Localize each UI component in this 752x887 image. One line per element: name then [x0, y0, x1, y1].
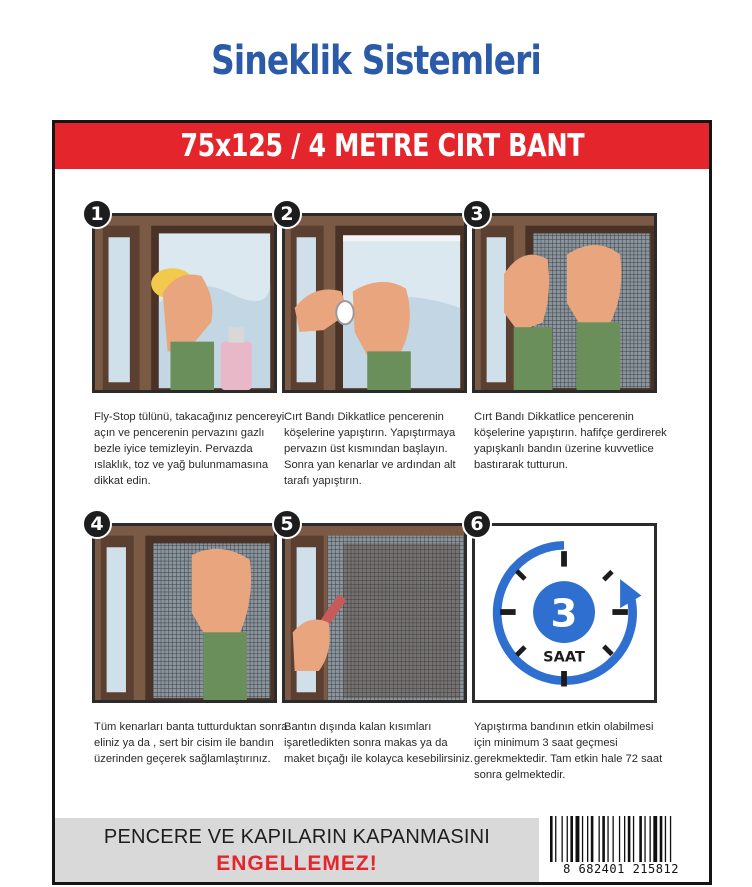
step-number-badge: 5 — [272, 509, 302, 539]
step-6-illustration — [472, 523, 657, 703]
clock-label: SAAT — [543, 649, 585, 666]
step-3-text: Cırt Bandı Dikkatlice pencerenin köşelerine yapıştırın. hafifçe gerdirerek yapışkanlı bandın üzerine kuvvetlice bastırarak tutturun. — [474, 411, 667, 471]
step-1-text: Fly-Stop tülünü, takacağınız pencereyi açın ve pencerenin pervazını gazlı bezle iyice temizleyin. Pervazda ıslaklık, toz ve yağ bulunmamasına dikkat edin. — [94, 411, 285, 487]
page-title: Sineklik Sistemleri — [211, 38, 541, 84]
step-2-illustration — [282, 213, 467, 393]
footer-line-1: PENCERE VE KAPILARIN KAPANMASINI — [103, 826, 491, 848]
step-number-badge: 4 — [82, 509, 112, 539]
step-5-text: Bantın dışında kalan kısımları işaretledikten sonra makas ya da maket bıçağı ile kolayca kesebilirsiniz. — [284, 721, 474, 765]
tape-applying-illustration — [285, 216, 464, 390]
step-4-illustration — [92, 523, 277, 703]
clock-icon — [475, 526, 654, 700]
mesh-pressing-illustration — [475, 216, 654, 390]
trimming-illustration — [285, 526, 464, 700]
window-cleaning-illustration — [95, 216, 274, 390]
product-banner — [55, 123, 709, 169]
clock-number: 3 — [550, 591, 578, 637]
step-number-badge: 6 — [462, 509, 492, 539]
step-number-badge: 2 — [272, 199, 302, 229]
barcode-icon — [546, 816, 696, 864]
mesh-smoothing-illustration — [95, 526, 274, 700]
banner-text: 75x125 / 4 METRE CIRT BANT — [180, 128, 584, 164]
footer-line-2: ENGELLEMEZ! — [216, 852, 378, 875]
step-5-illustration — [282, 523, 467, 703]
step-1-illustration — [92, 213, 277, 393]
step-6-text: Yapıştırma bandının etkin olabilmesi için minimum 3 saat geçmesi gerekmektedir. Tam etkin hale 72 saat sonra gelmektedir. — [474, 721, 663, 781]
step-number-badge: 3 — [462, 199, 492, 229]
step-2-text: Cırt Bandı Dikkatlice pencerenin köşelerine yapıştırın. Yapıştırmaya pervazın üst kısmından başlayın. Sonra yan kenarlar ve ardından alt tarafı yapıştırın. — [284, 411, 456, 487]
step-3-illustration — [472, 213, 657, 393]
barcode-digits: 8 682401 215812 — [546, 862, 696, 876]
step-number-badge: 1 — [82, 199, 112, 229]
step-4-text: Tüm kenarları banta tutturduktan sonra eliniz ya da , sert bir cisim ile bandın üzerinden geçerek sağlamlaştırınız. — [94, 721, 288, 765]
footer-banner — [55, 818, 539, 882]
instruction-card — [52, 120, 712, 885]
barcode — [546, 816, 696, 882]
